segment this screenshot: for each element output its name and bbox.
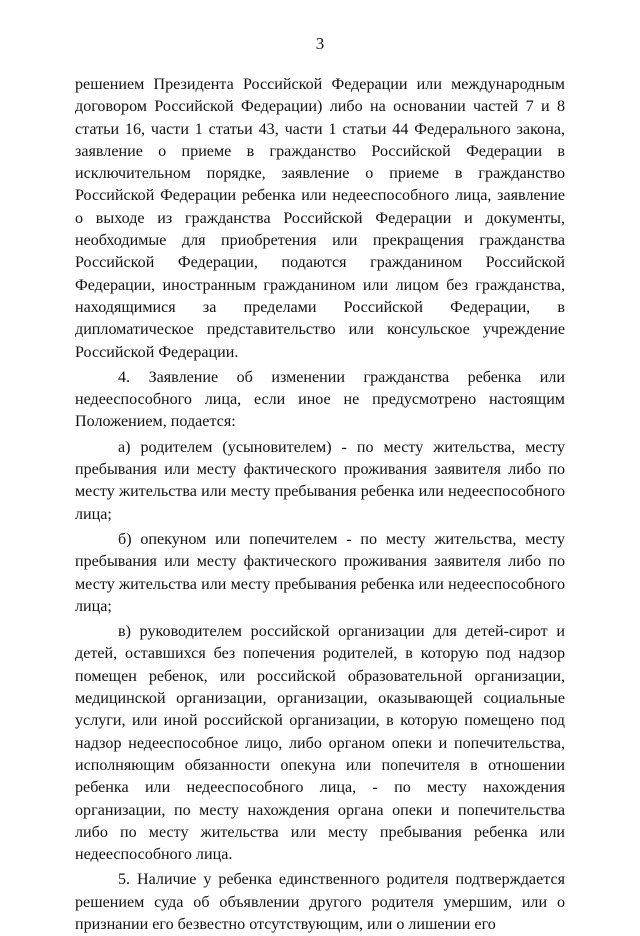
paragraph-subitem-b: б) опекуном или попечителем - по месту жительства, месту пребывания или месту фактического проживания заявителя либо по месту жительства или месту пребывания ребенка или недееспособного лица; [75, 530, 565, 615]
paragraph-continuation: решением Президента Российской Федерации или международным договором Российской Федерации) либо на основании частей 7 и 8 статьи 16, части 1 статьи 43, части 1 статьи 44 Федерального закона, заявление о приеме в гражданство Российской Федерации в исключительном порядке, заявление о приеме в гражданство Российской Федерации ребенка или недееспособного лица, заявление о выходе из гражданства Российской Федерации и документы, необходимые для приобретения или прекращения гражданства Российской Федерации, подаются гражданином Российской Федерации, иностранным гражданином или лицом без гражданства, находящимися за пределами Российской Федерации, в дипломатическое представительство или консульское учреждение Российской Федерации. [75, 76, 565, 361]
paragraph-subitem-v: в) руководителем российской организации для детей-сирот и детей, оставшихся без попечения родителей, в которую под надзор помещен ребенок, или российской образовательной организации, медицинской организации, организации, оказывающей социальные услуги, или иной российской организации, в которую помещено под надзор недееспособное лицо, либо органом опеки и попечительства, исполняющим обязанности опекуна или попечителя в отношении ребенка или недееспособного лица, - по месту нахождения организации, по месту нахождения органа опеки и попечительства либо по месту жительства или месту пребывания ребенка или недееспособного лица. [75, 623, 565, 864]
paragraph-subitem-a: а) родителем (усыновителем) - по месту жительства, месту пребывания или месту фактического проживания заявителя либо по месту жительства или месту пребывания ребенка или недееспособного лица; [75, 438, 565, 523]
paragraph-item-5: 5. Наличие у ребенка единственного родителя подтверждается решением суда об объявлении другого родителя умершим, или о признании его безвестно отсутствующим, или о лишении его [75, 871, 565, 933]
document-body [75, 74, 565, 936]
paragraph-item-4: 4. Заявление об изменении гражданства ребенка или недееспособного лица, если иное не предусмотрено настоящим Положением, подается: [75, 368, 565, 431]
page-number: 3 [315, 34, 325, 53]
